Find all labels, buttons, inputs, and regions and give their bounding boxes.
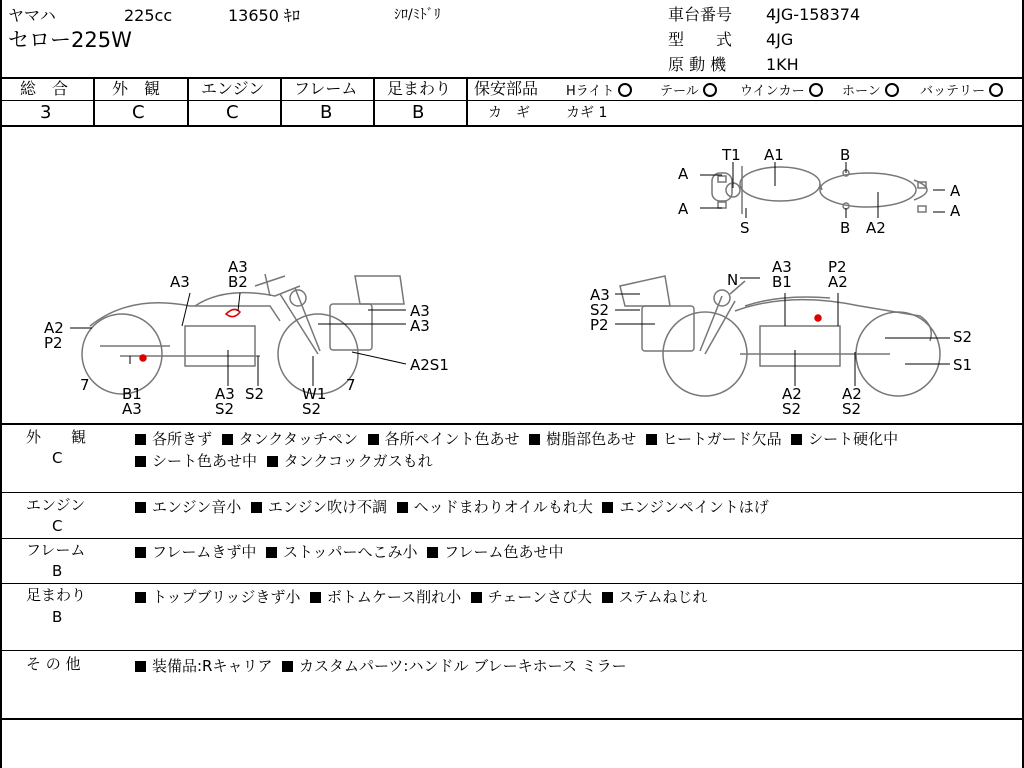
ok-circle-icon: [885, 83, 899, 97]
remarks-frame-list: [135, 541, 1015, 563]
remark-item: ストッパーへこみ小: [266, 543, 418, 561]
diagram-bottom-divider: [0, 423, 1024, 425]
ok-circle-icon: [989, 83, 1003, 97]
remark-item: 各所ペイント色あせ: [368, 430, 520, 448]
remark-item: ボトムケース削れ小: [310, 588, 461, 606]
remark-item: ヘッドまわりオイルもれ大: [397, 498, 593, 516]
safety-battery: バッテリー: [920, 83, 1003, 98]
grade-overall: 3: [40, 102, 52, 123]
remark-item: フレームきず中: [135, 543, 256, 561]
diagram-label: B: [840, 146, 851, 164]
diagram-label: A2: [782, 385, 802, 403]
diagram-label: 7: [346, 376, 356, 394]
remarks-exterior-grade: C: [52, 449, 63, 467]
diagram-label: A3: [772, 258, 792, 276]
displacement: 225cc: [124, 6, 173, 25]
diagram-label: S2: [842, 400, 862, 418]
remark-item: エンジンペイントはげ: [602, 498, 768, 516]
ok-circle-icon: [618, 83, 632, 97]
diagram-label: A: [678, 200, 689, 218]
diagram-label: W1: [302, 385, 327, 403]
diagram-label: P2: [44, 334, 63, 352]
grade-header-exterior: 外 観: [112, 79, 161, 98]
remarks-divider: [0, 492, 1024, 493]
diagram-label: S2: [302, 400, 322, 418]
grade-col-sep: [187, 78, 189, 126]
remarks-exterior-list: [135, 428, 1015, 472]
model-name: セロー225W: [8, 28, 132, 52]
diagram-label: A2: [842, 385, 862, 403]
remarks-divider: [0, 650, 1024, 651]
remarks-divider: [0, 583, 1024, 584]
remark-item: シート硬化中: [791, 430, 898, 448]
engine-model-value: 1KH: [766, 55, 799, 74]
diagram-label: A3: [228, 258, 248, 276]
diagram-label: A3: [410, 317, 430, 335]
safety-headlight: Hライト: [566, 83, 632, 98]
frame-number-value: 4JG-158374: [766, 5, 861, 24]
grade-suspension: B: [412, 102, 425, 123]
remarks-frame-grade: B: [52, 562, 63, 580]
remark-item: カスタムパーツ:ハンドル ブレーキホース ミラー: [282, 657, 627, 675]
diagram-label: A: [678, 165, 689, 183]
diagram-label: S2: [215, 400, 235, 418]
diagram-label: B: [840, 219, 851, 237]
diagram-label: S2: [590, 301, 610, 319]
remarks-other-list: [135, 655, 1015, 677]
diagram-label: S2: [953, 328, 973, 346]
safety-winker: ウインカー: [740, 83, 823, 98]
diagram-label: B2: [228, 273, 248, 291]
diagram-label: A2: [828, 273, 848, 291]
diagram-label: A1: [764, 146, 784, 164]
diagram-label: P2: [590, 316, 609, 334]
remark-item: エンジン音小: [135, 498, 241, 516]
remarks-suspension-list: [135, 586, 1015, 608]
remark-item: ヒートガード欠品: [646, 430, 782, 448]
remarks-exterior-label: 外 観: [26, 428, 87, 446]
diagram-label: N: [727, 271, 739, 289]
grade-row-divider: [0, 100, 1024, 101]
diagram-label: S: [740, 219, 750, 237]
remarks-frame-label: フレーム: [26, 541, 86, 559]
diagram-label: A3: [590, 286, 610, 304]
grade-col-sep: [373, 78, 375, 126]
remark-item: タンクコックガスもれ: [267, 452, 433, 470]
remark-item: 装備品:Rキャリア: [135, 657, 272, 675]
grade-exterior: C: [132, 102, 145, 123]
diagram-label: A3: [410, 302, 430, 320]
grade-header-engine: エンジン: [201, 79, 265, 98]
diagram-label: 7: [80, 376, 90, 394]
diagram-label: S2: [245, 385, 265, 403]
color: ｼﾛ/ﾐﾄﾞﾘ: [394, 7, 441, 23]
diagram-label: A3: [170, 273, 190, 291]
maker-name: ヤマハ: [8, 6, 56, 25]
type-value: 4JG: [766, 30, 794, 49]
remark-item: エンジン吹け不調: [251, 498, 387, 516]
remark-item: フレーム色あせ中: [427, 543, 563, 561]
remarks-bottom-divider: [0, 718, 1024, 720]
grade-header-frame: フレーム: [294, 79, 358, 98]
diagram-label: A2: [866, 219, 886, 237]
diagram-label: A3: [215, 385, 235, 403]
safety-parts-title: 保安部品: [474, 79, 539, 98]
remark-item: チェーンさび大: [471, 588, 592, 606]
remark-item: ステムねじれ: [602, 588, 708, 606]
remark-item: シート色あせ中: [135, 452, 257, 470]
diagram-label: S2: [782, 400, 802, 418]
ok-circle-icon: [809, 83, 823, 97]
grade-header-suspension: 足まわり: [387, 79, 452, 98]
frame-number-label: 車台番号: [668, 5, 733, 24]
key-label: カ ギ: [488, 105, 530, 121]
diagram-label: A2: [44, 319, 64, 337]
remark-item: トップブリッジきず小: [135, 588, 300, 606]
diagram-label: P2: [828, 258, 847, 276]
grade-frame: B: [320, 102, 333, 123]
diagram-label: A: [950, 182, 961, 200]
damage-diagram: [0, 126, 1024, 424]
remarks-other-label: そ の 他: [26, 655, 81, 673]
diagram-label: S1: [953, 356, 973, 374]
top-view-bike: [712, 166, 927, 214]
left-side-bike: [82, 274, 404, 394]
remarks-suspension-label: 足まわり: [26, 586, 87, 604]
grade-header-overall: 総 合: [20, 79, 69, 98]
grade-engine: C: [226, 102, 239, 123]
safety-tail: テール: [660, 83, 717, 98]
remarks-engine-list: [135, 496, 1015, 518]
diagram-label: A3: [122, 400, 142, 418]
remarks-suspension-grade: B: [52, 608, 63, 626]
grade-col-sep: [466, 78, 468, 126]
remark-item: 各所きず: [135, 430, 212, 448]
diagram-label: B1: [772, 273, 792, 291]
remark-item: タンクタッチペン: [222, 430, 358, 448]
safety-horn: ホーン: [842, 83, 899, 98]
key-value: カギ 1: [566, 105, 608, 121]
grade-col-sep: [93, 78, 95, 126]
grade-col-sep: [280, 78, 282, 126]
diagram-label: A: [950, 202, 961, 220]
diagram-label: A2S1: [410, 356, 449, 374]
diagram-label: B1: [122, 385, 142, 403]
remarks-engine-grade: C: [52, 517, 63, 535]
type-label: 型 式: [668, 30, 733, 49]
remarks-divider: [0, 538, 1024, 539]
diagram-label: T1: [722, 146, 741, 164]
mileage: 13650 ｷﾛ: [228, 6, 300, 25]
remark-item: 樹脂部色あせ: [529, 430, 636, 448]
right-side-bike: [620, 273, 940, 396]
remarks-engine-label: エンジン: [26, 496, 86, 514]
ok-circle-icon: [703, 83, 717, 97]
engine-model-label: 原 動 機: [668, 55, 727, 74]
